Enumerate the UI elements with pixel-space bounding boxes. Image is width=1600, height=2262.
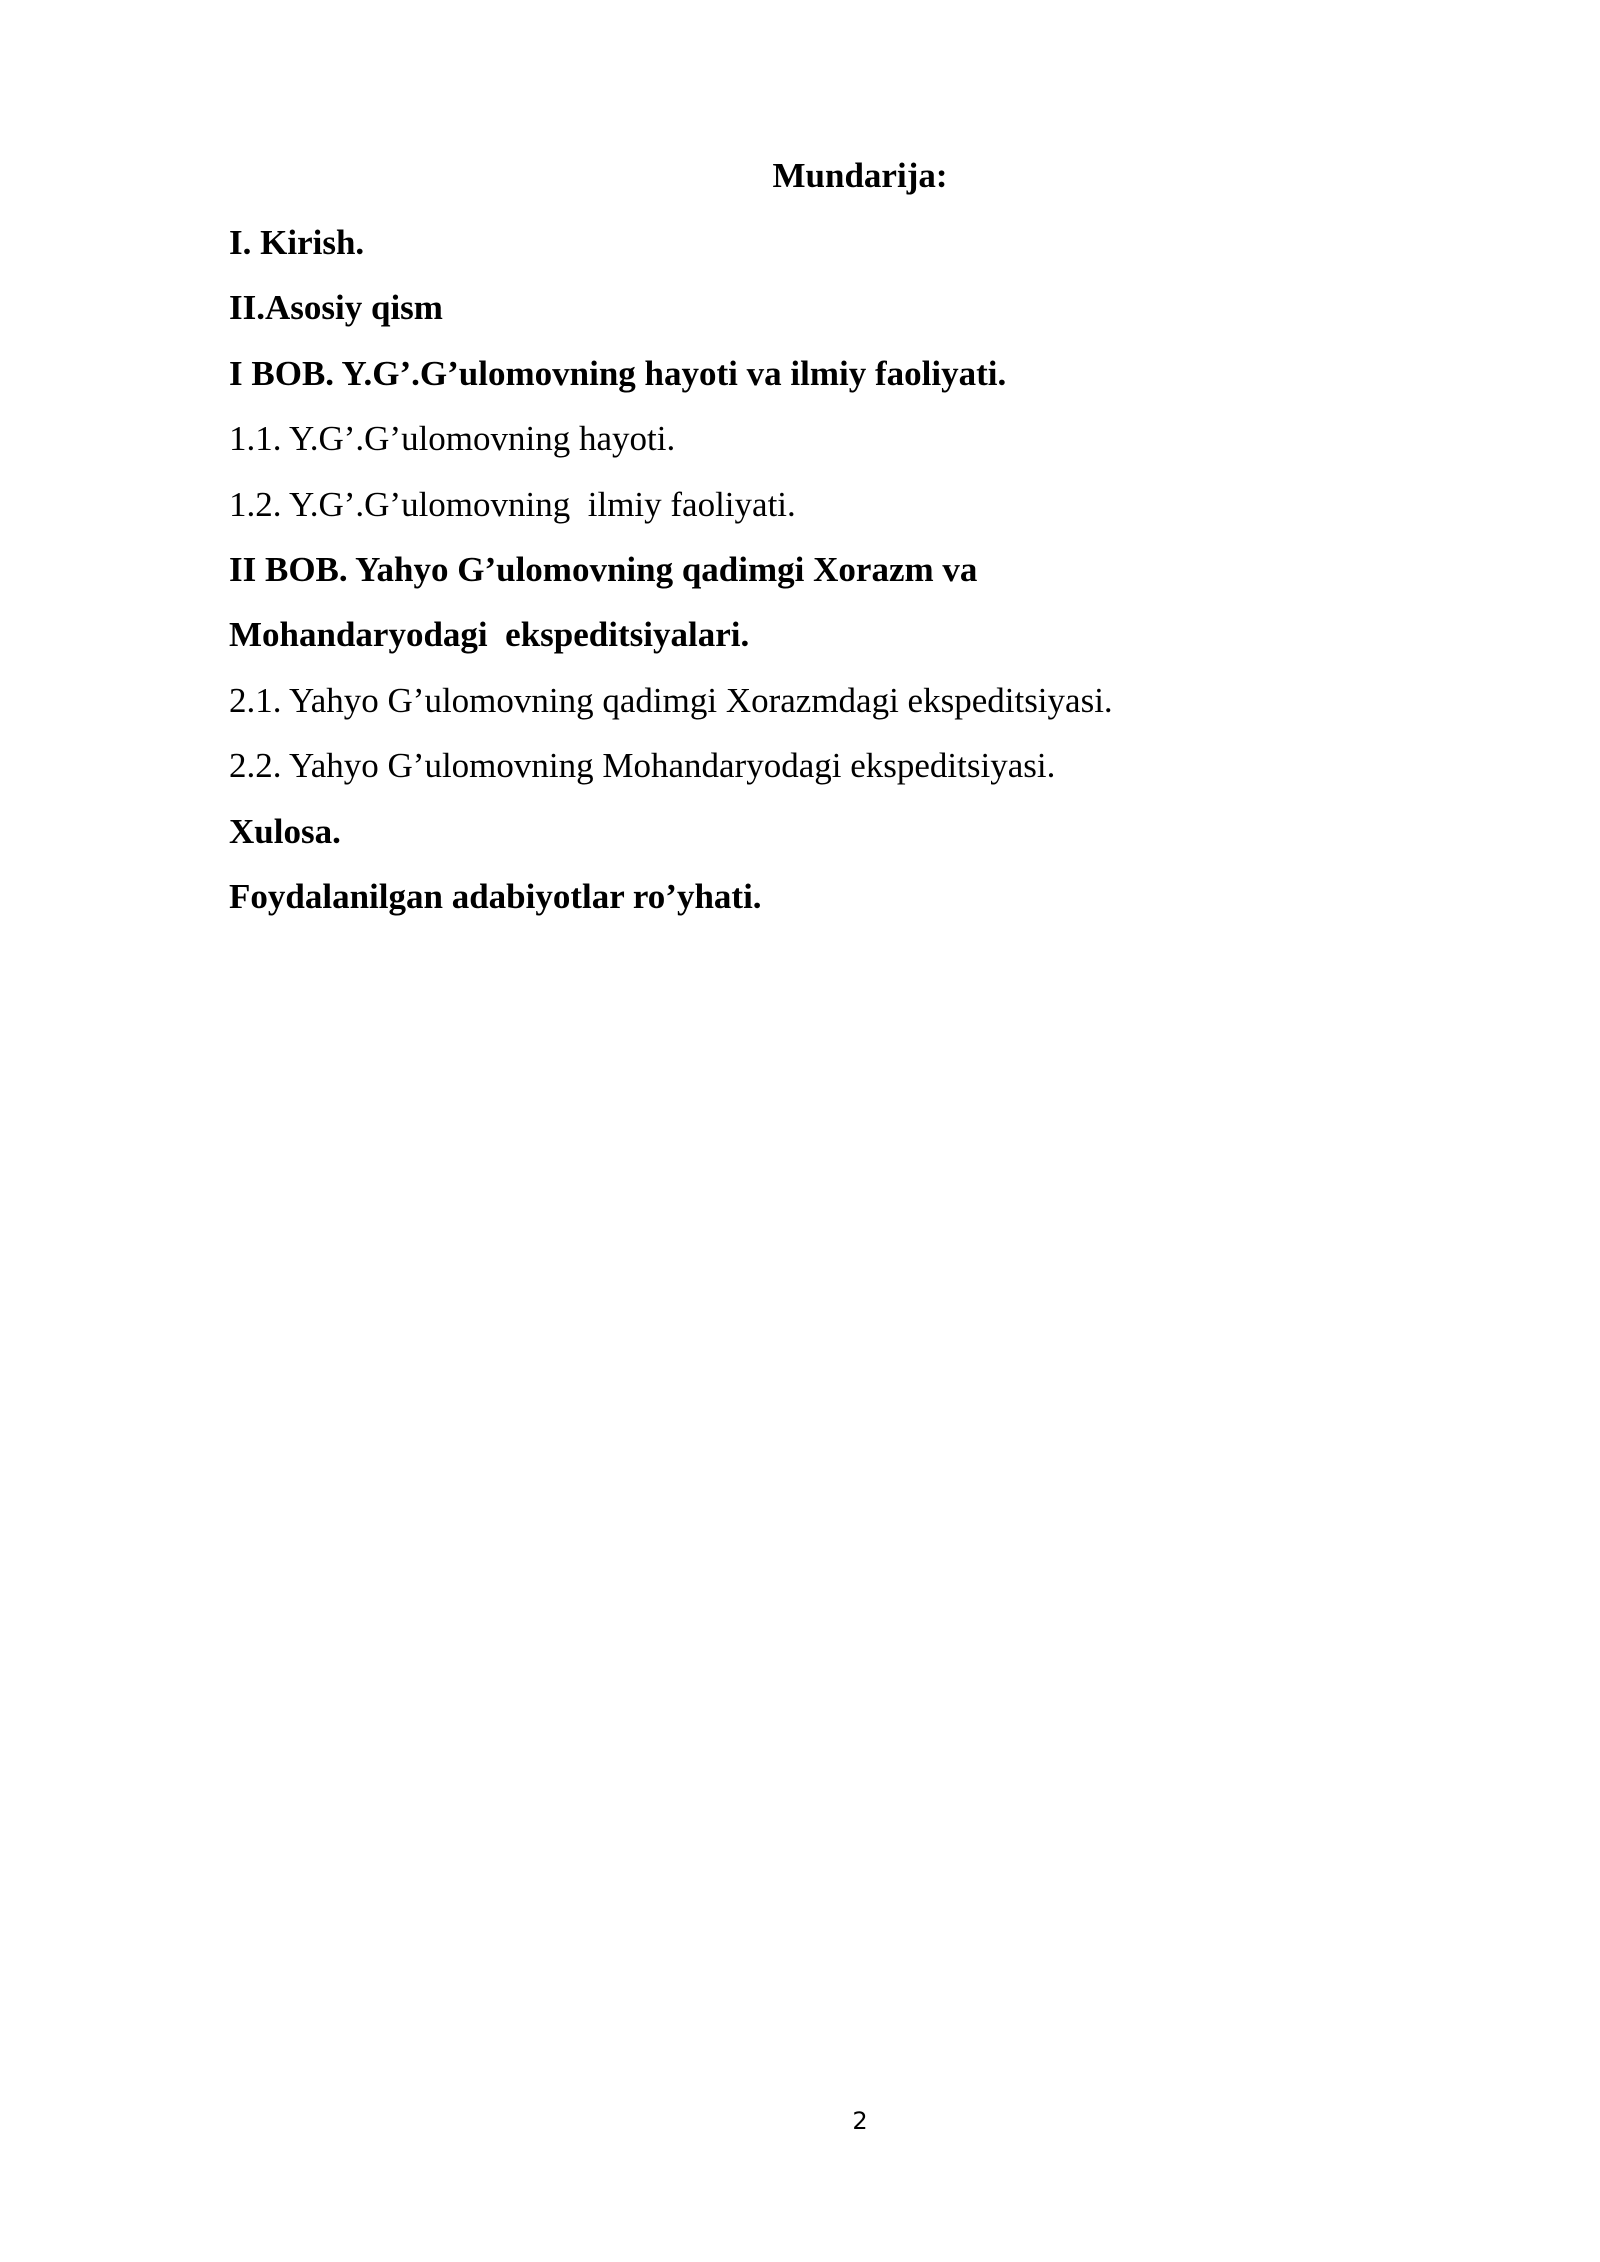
toc-entry-section-1-1: 1.1. Y.G’.G’ulomovning hayoti. bbox=[229, 419, 676, 459]
toc-entry-chapter-2-line-1: II BOB. Yahyo G’ulomovning qadimgi Xorazm va bbox=[229, 549, 978, 589]
table-of-contents-title: Mundarija: bbox=[772, 156, 948, 195]
toc-entry-kirish: I. Kirish. bbox=[229, 223, 365, 262]
toc-entry-section-2-1: 2.1. Yahyo G’ulomovning qadimgi Xorazmdagi ekspeditsiyasi. bbox=[229, 680, 1113, 720]
toc-entry-section-1-2: 1.2. Y.G’.G’ulomovning ilmiy faoliyati. bbox=[229, 484, 796, 524]
toc-entry-section-2-2: 2.2. Yahyo G’ulomovning Mohandaryodagi ekspeditsiyasi. bbox=[229, 746, 1056, 786]
toc-entry-references: Foydalanilgan adabiyotlar ro’yhati. bbox=[229, 876, 762, 916]
toc-entry-chapter-1: I BOB. Y.G’.G’ulomovning hayoti va ilmiy faoliyati. bbox=[229, 353, 1007, 393]
toc-entry-asosiy-qism: II.Asosiy qism bbox=[229, 288, 443, 328]
page-number: 2 bbox=[852, 2107, 868, 2135]
toc-entry-chapter-2-line-2: Mohandaryodagi ekspeditsiyalari. bbox=[229, 615, 750, 655]
table-of-contents-list bbox=[229, 219, 1429, 938]
toc-entry-xulosa: Xulosa. bbox=[229, 811, 341, 851]
